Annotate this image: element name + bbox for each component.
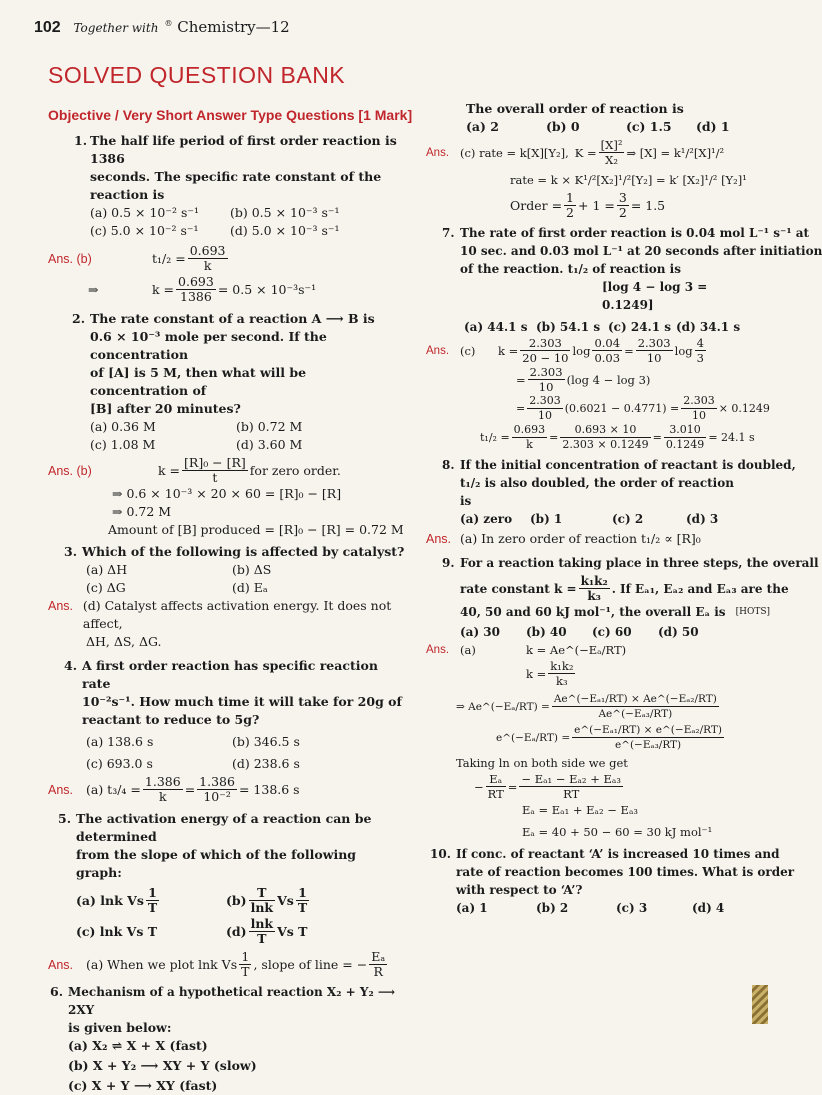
fraction-denominator: 10 (537, 409, 552, 422)
fraction-denominator: X₂ (605, 153, 618, 167)
equals: = (549, 430, 559, 444)
question-text: 40, 50 and 60 kJ mol⁻¹, the overall Eₐ is (460, 605, 726, 619)
fraction-numerator: 1.386 (144, 774, 181, 789)
option: (b) X + Y₂ ⟶ XY + Y (slow) (68, 1058, 257, 1073)
option: (c) lnk Vs T (76, 923, 158, 939)
answer-5 (48, 950, 406, 979)
fraction-numerator: 2.303 (520, 336, 570, 351)
fraction-denominator: 0.03 (594, 351, 621, 365)
question-text: rate constant k = (460, 581, 577, 596)
option: (a) 0.5 × 10⁻² s⁻¹ (90, 205, 199, 220)
equation-lhs: (a) t₃/₄ = (86, 781, 141, 797)
question-1 (48, 132, 406, 240)
question-number: 4. (64, 658, 78, 673)
answer-option: (a) (460, 643, 476, 657)
equation-rhs: = 1.5 (630, 197, 666, 213)
fraction-denominator: 3 (696, 351, 704, 365)
option: (a) 1 (456, 901, 488, 915)
fraction-numerator: Ae^(−Eₐ₁/RT) × Ae^(−Eₐ₂/RT) (553, 693, 717, 705)
question-hint: [log 4 − log 3 = 0.1249] (602, 280, 708, 312)
fraction-numerator: 3 (618, 190, 627, 205)
fraction-denominator: R (373, 964, 383, 979)
answer-8 (426, 530, 748, 548)
equation-line: Amount of [B] produced = [R]₀ − [R] = 0.72 M (108, 522, 404, 537)
option: (b) 346.5 s (232, 734, 300, 749)
answer-9 (426, 641, 748, 841)
equation-rhs: (log 4 − log 3) (566, 372, 651, 387)
fraction-denominator: 10 (691, 409, 706, 422)
option: (b) 0 (546, 119, 580, 134)
answer-text: (a) In zero order of reaction t₁/₂ ∝ [R]₀ (460, 531, 701, 546)
fraction-numerator: 0.04 (594, 336, 621, 350)
option: (b) 0.5 × 10⁻³ s⁻¹ (230, 205, 340, 220)
equation-note: for zero order. (249, 462, 341, 478)
question-number: 1. (74, 133, 88, 148)
equation-lhs: K = (574, 145, 597, 160)
answer-label: Ans. (426, 344, 450, 357)
log-text: log (674, 343, 693, 358)
equation-line: k = Ae^(−Eₐ/RT) (526, 643, 627, 657)
question-text: The overall order of reaction is (466, 101, 684, 116)
fraction-denominator: T (147, 900, 158, 915)
fraction-numerator: 1 (566, 190, 574, 205)
equation-rhs: = 138.6 s (238, 781, 300, 797)
answer-label: Ans. (48, 599, 74, 613)
option: (b) ΔS (232, 562, 272, 577)
option: (a) 138.6 s (86, 734, 154, 749)
fraction-denominator: 2 (566, 205, 574, 220)
option: (a) zero (460, 512, 513, 526)
question-text: A first order reaction has specific reaction rate (82, 658, 378, 691)
equation-lhs: k = (152, 281, 175, 297)
fraction-numerator: 2.303 (529, 365, 563, 379)
question-text: is given below: (68, 1020, 172, 1035)
fraction-numerator: [R]₀ − [R] (184, 455, 246, 470)
fraction-denominator: T (241, 964, 250, 979)
option: (b) (226, 892, 247, 908)
question-number: 7. (442, 226, 455, 240)
question-text: The rate of first order reaction is 0.04 mol L⁻¹ s⁻¹ at (460, 226, 810, 240)
answer-4: Ans. (a) t₃/₄ = $\frac{1.386}{k}$ = $\frac{1.386}{\text{10⁻²}}$ = 138.6 s (48, 774, 300, 804)
option: (a) 0.36 M (90, 419, 156, 434)
option: (a) 2 (466, 119, 499, 134)
fraction-numerator: 0.693 (513, 423, 546, 436)
question-4 (48, 657, 406, 773)
question-8 (426, 456, 796, 528)
option: (b) 0.72 M (236, 419, 303, 434)
fraction-numerator: 1.386 (199, 774, 235, 789)
equation-lhs: k = (498, 343, 519, 358)
option-text: Vs T (277, 923, 308, 939)
section-banner: SOLVED QUESTION BANK (48, 62, 346, 88)
equation-lhs: k = (526, 666, 547, 681)
option: (c) ΔG (86, 580, 126, 595)
question-number: 3. (64, 544, 78, 559)
option: (a) 30 (460, 625, 501, 639)
fraction-numerator: 2.303 (637, 336, 671, 350)
question-text: rate of reaction becomes 100 times. What is order (456, 865, 795, 879)
answer-text: (a) When we plot lnk Vs (86, 956, 238, 972)
fraction-denominator: 10⁻² (203, 789, 231, 804)
equation-line: Eₐ = Eₐ₁ + Eₐ₂ − Eₐ₃ (522, 803, 638, 817)
fraction-denominator: RT (563, 787, 580, 801)
fraction-denominator: T (297, 900, 308, 915)
question-number: 9. (442, 556, 455, 570)
question-text: seconds. The specific rate constant of the reaction is (90, 169, 382, 202)
fraction-denominator: 1386 (180, 289, 212, 304)
equation-lhs: ⇒ Ae^(−Eₐ/RT) = (456, 700, 550, 713)
brand-logo: Together with (73, 21, 159, 35)
option: (c) 1.08 M (90, 437, 156, 452)
equation-line: Eₐ = 40 + 50 − 60 = 30 kJ mol⁻¹ (522, 825, 713, 839)
equation-lhs: e^(−Eₐ/RT) = (496, 731, 571, 744)
fraction-numerator: k₁k₂ (580, 574, 608, 588)
question-number: 2. (72, 311, 86, 326)
fraction-denominator: e^(−Eₐ₃/RT) (614, 739, 682, 751)
question-text: The activation energy of a reaction can be determined (76, 811, 372, 844)
option: (b) 1 (530, 512, 563, 526)
option: (c) 5.0 × 10⁻² s⁻¹ (90, 223, 199, 238)
fraction-denominator: k (203, 258, 212, 273)
question-text: The rate constant of a reaction A ⟶ B is (90, 311, 375, 326)
fraction-numerator: lnk (250, 916, 274, 931)
answer-text: (d) Catalyst affects activation energy. It does not affect, (82, 598, 392, 631)
equation-lhs: Order = (510, 197, 563, 213)
equals: = (507, 779, 518, 794)
fraction-denominator: k (526, 438, 533, 451)
fraction-numerator: T (249, 886, 276, 901)
option: (c) 3 (616, 901, 648, 915)
question-text: with respect to ‘A’? (456, 883, 583, 897)
question-text: The half life period of first order reaction is 1386 (90, 133, 397, 166)
option: (c) 2 (612, 512, 644, 526)
question-text: t₁/₂ is also doubled, the order of reaction is (460, 476, 734, 508)
option: (d) Eₐ (232, 580, 268, 595)
fraction-denominator: lnk (250, 900, 274, 915)
equals: = (624, 343, 634, 358)
answer-label: Ans. (48, 957, 74, 972)
question-text: For a reaction taking place in three steps, the overall (460, 556, 819, 570)
fraction-denominator: k₃ (587, 589, 601, 603)
question-text: 10 sec. and 0.03 mol L⁻¹ at 20 seconds after initiation (460, 244, 822, 258)
question-number: 10. (430, 847, 451, 861)
fraction-numerator: 3.010 (664, 423, 707, 438)
minus-sign: − (474, 779, 484, 794)
subject-title: Chemistry—12 (177, 18, 290, 36)
fraction-numerator: 1 (296, 886, 309, 901)
fraction-numerator: Eₐ (486, 772, 506, 787)
question-7 (426, 224, 822, 336)
equation-rhs: = 0.5 × 10⁻³s⁻¹ (217, 281, 317, 297)
fraction-numerator: 0.693 (178, 274, 214, 289)
option: (d) 34.1 s (676, 320, 741, 334)
option: (a) lnk Vs (76, 892, 144, 908)
question-text: Which of the following is affected by catalyst? (82, 544, 405, 559)
question-10 (426, 845, 795, 917)
answer-text: ΔH, ΔS, ΔG. (86, 634, 162, 649)
question-6-continued (426, 100, 748, 136)
option: (d) 50 (658, 625, 699, 639)
equation-lhs: t₁/₂ = (152, 250, 186, 266)
fraction-numerator: 4 (696, 336, 704, 350)
option: (b) 2 (536, 901, 569, 915)
fraction-numerator: e^(−Eₐ₁/RT) × e^(−Eₐ₂/RT) (574, 724, 722, 736)
equation-lhs: t₁/₂ = (480, 430, 510, 444)
question-text: . If Eₐ₁, Eₐ₂ and Eₐ₃ are the (611, 581, 789, 596)
answer-3 (48, 597, 406, 651)
fraction-numerator: 0.693 × 10 (560, 423, 650, 438)
fraction-denominator: RT (487, 787, 504, 801)
question-text: 10⁻²s⁻¹. How much time it will take for 20g of (82, 694, 402, 709)
equation-rhs: × 0.1249 (718, 401, 770, 415)
fraction-numerator: 2.303 (683, 394, 715, 407)
option: (c) 693.0 s (86, 756, 153, 771)
question-5 (48, 810, 406, 946)
question-6 (48, 983, 406, 1095)
equation-line: ⇒ 0.6 × 10⁻³ × 20 × 60 = [R]₀ − [R] (112, 486, 342, 501)
option: (c) 1.5 (626, 119, 672, 134)
page-number: 102 (34, 19, 61, 36)
equals: = (516, 372, 526, 387)
log-text: log (572, 343, 591, 358)
option-text: Vs (277, 892, 294, 908)
fraction-numerator: 1 (146, 886, 159, 901)
option: (d) 3.60 M (236, 437, 303, 452)
fraction-numerator: 0.693 (189, 243, 226, 258)
option: (b) 54.1 s (536, 320, 601, 334)
question-text: of the reaction. t₁/₂ of reaction is (460, 262, 681, 276)
section-subheading: Objective / Very Short Answer Type Questions [1 Mark] (48, 107, 413, 123)
option: (d) (226, 923, 247, 939)
option: (d) 1 (696, 119, 730, 134)
answer-6 (426, 138, 748, 220)
question-2 (48, 310, 406, 454)
question-text: of [A] is 5 M, then what will be concentration of (90, 365, 307, 398)
option: (c) 24.1 s (608, 320, 671, 334)
fraction-denominator: T (257, 931, 267, 946)
option: (c) X + Y ⟶ XY (fast) (68, 1078, 218, 1093)
question-text: from the slope of which of the following graph: (76, 847, 357, 880)
left-column (48, 132, 406, 1095)
equation-text: (0.6021 − 0.4771) = (564, 401, 680, 415)
fraction-numerator: 1 (239, 950, 251, 965)
option: (d) 3 (686, 512, 719, 526)
equation-line: ⇒ 0.72 M (112, 504, 172, 519)
fraction-numerator: − Eₐ₁ − Eₐ₂ + Eₐ₃ (521, 772, 621, 786)
option: (d) 238.6 s (232, 756, 300, 771)
question-text: If the initial concentration of reactant is doubled, (460, 458, 796, 472)
equation-rhs: ⇒ [X] = k¹/²[X]¹/² (626, 145, 725, 160)
option: (a) X₂ ⇌ X + X (fast) (68, 1038, 208, 1053)
right-column (426, 100, 822, 917)
answer-label: Ans. (b) (48, 463, 92, 478)
answer-label: Ans. (426, 532, 452, 546)
question-text: If conc. of reactant ‘A’ is increased 10 times and (456, 847, 780, 861)
equals: = (516, 401, 526, 415)
page-header: 102 Together with ® Chemistry—12 (34, 18, 290, 36)
question-3 (48, 543, 406, 597)
fraction-denominator: 2.303 × 0.1249 (562, 438, 649, 451)
option: (d) 4 (692, 901, 725, 915)
fraction-denominator: 20 − 10 (522, 351, 569, 365)
fraction-numerator: k₁k₂ (550, 659, 574, 673)
option: (d) 5.0 × 10⁻³ s⁻¹ (230, 223, 340, 238)
book-binding-edge (752, 985, 768, 1024)
hots-tag: [HOTS] (735, 607, 770, 617)
answer-label: Ans. (426, 644, 450, 656)
question-number: 6. (50, 984, 64, 999)
answer-7 (426, 336, 770, 452)
question-text: Mechanism of a hypothetical reaction X₂ + Y₂ ⟶ 2XY (68, 985, 396, 1017)
fraction-denominator: 10 (538, 380, 554, 394)
answer-label: Ans. (426, 146, 450, 159)
question-text: 0.6 × 10⁻³ mole per second. If the concentration (90, 329, 327, 362)
question-9 (426, 554, 819, 641)
answer-2 (48, 456, 406, 539)
fraction-denominator: 10 (646, 351, 662, 365)
equation-rhs: = 24.1 s (708, 430, 755, 444)
option: (a) 44.1 s (464, 320, 528, 334)
fraction-denominator: k (159, 789, 167, 804)
fraction-numerator: [X]² (600, 138, 623, 152)
equation-lhs: k = (158, 462, 181, 478)
fraction-denominator: k₃ (556, 674, 568, 688)
answer-1 (48, 244, 406, 304)
option: (a) ΔH (86, 562, 128, 577)
question-number: 8. (442, 458, 455, 472)
fraction-numerator: Eₐ (371, 949, 386, 964)
answer-label: Ans. (48, 782, 74, 797)
answer-text: , slope of line = − (253, 956, 368, 972)
equation-line: rate = k × K¹/²[X₂]¹/²[Y₂] = k′ [X₂]¹/² [Y₂]¹ (510, 173, 747, 187)
option: (c) 60 (592, 625, 632, 639)
implies-symbol: ⇒ (88, 281, 99, 297)
question-text: reactant to reduce to 5g? (82, 712, 260, 727)
equation-note: Taking ln on both side we get (456, 756, 628, 770)
equals: = (652, 430, 662, 444)
answer-option: (c) (460, 343, 476, 358)
fraction-denominator: 0.1249 (665, 438, 705, 451)
question-number: 5. (58, 811, 72, 826)
fraction-numerator: 2.303 (529, 394, 561, 407)
fraction-denominator: Ae^(−Eₐ₃/RT) (598, 708, 673, 720)
fraction-denominator: t (212, 470, 218, 485)
equation-text: + 1 = (578, 197, 615, 213)
equation-lhs: (c) rate = k[X][Y₂], (460, 145, 569, 160)
option: (b) 40 (526, 625, 567, 639)
answer-label: Ans. (b) (48, 251, 92, 266)
question-text: [B] after 20 minutes? (90, 401, 241, 416)
fraction-denominator: 2 (618, 205, 627, 220)
